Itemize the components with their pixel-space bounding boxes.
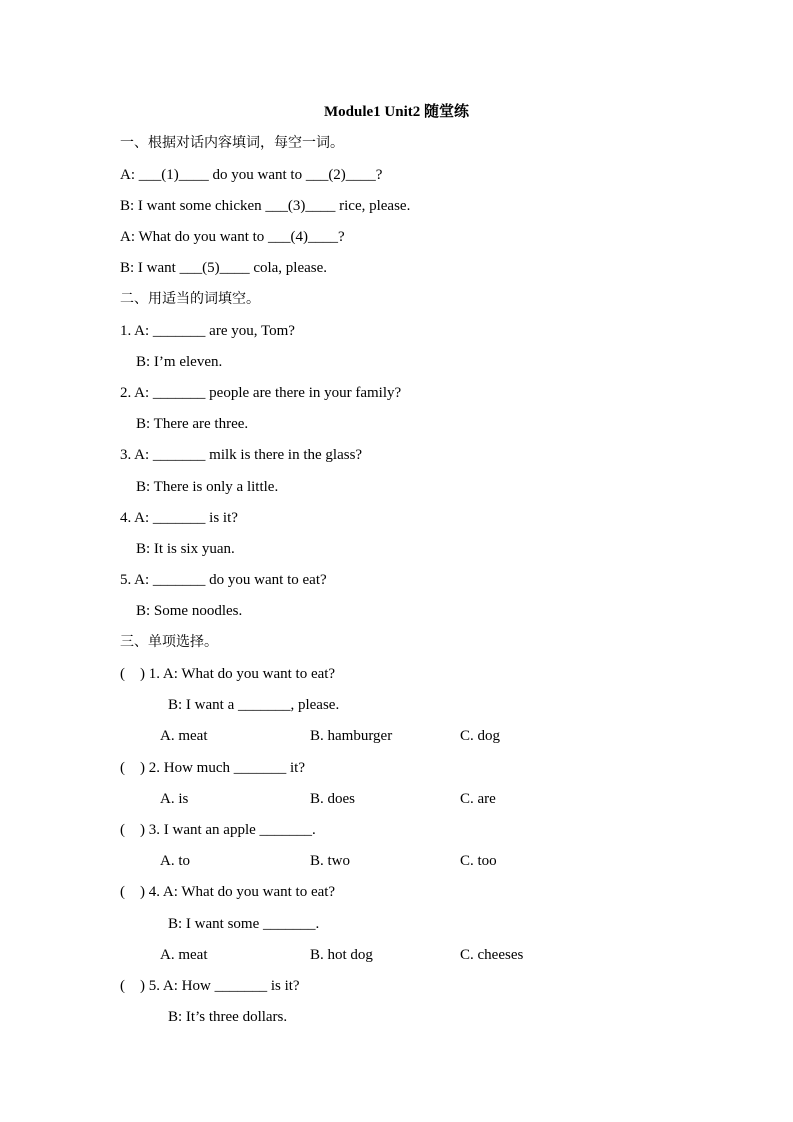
choice-question: ( ) 5. A: How _______ is it? <box>120 978 300 994</box>
section-1-heading: 一、根据对话内容填词，每空一词。 <box>120 135 344 151</box>
choice-question: ( ) 3. I want an apple _______. <box>120 822 316 838</box>
fill-question: 1. A: _______ are you, Tom? <box>120 323 295 339</box>
option-b: B. does <box>310 791 355 807</box>
option-a: A. meat <box>160 947 208 963</box>
choice-subline: B: I want a _______, please. <box>168 697 340 713</box>
option-a: A. to <box>160 853 190 869</box>
dialogue-line: A: ___(1)____ do you want to ___(2)____? <box>120 167 383 183</box>
choice-question: ( ) 4. A: What do you want to eat? <box>120 884 336 900</box>
dialogue-line: A: What do you want to ___(4)____? <box>120 229 345 245</box>
dialogue-line: B: I want some chicken ___(3)____ rice, please. <box>120 198 411 214</box>
option-c: C. cheeses <box>460 947 524 963</box>
option-b: B. hot dog <box>310 947 373 963</box>
fill-question: 5. A: _______ do you want to eat? <box>120 572 327 588</box>
option-b: B. hamburger <box>310 728 393 744</box>
dialogue-line: B: I want ___(5)____ cola, please. <box>120 260 328 276</box>
page-title: Module1 Unit2 随堂练 <box>323 104 469 120</box>
fill-question: 2. A: _______ people are there in your family? <box>120 385 402 401</box>
choice-subline: B: I want some _______. <box>168 916 320 932</box>
fill-question: 4. A: _______ is it? <box>120 510 238 526</box>
option-c: C. are <box>460 791 496 807</box>
option-b: B. two <box>310 853 351 869</box>
fill-answer: B: I’m eleven. <box>136 354 223 370</box>
fill-answer: B: Some noodles. <box>136 603 243 619</box>
option-c: C. too <box>460 853 497 869</box>
fill-answer: B: There is only a little. <box>136 479 279 495</box>
choice-question: ( ) 1. A: What do you want to eat? <box>120 666 336 682</box>
fill-question: 3. A: _______ milk is there in the glass? <box>120 447 363 463</box>
fill-answer: B: It is six yuan. <box>136 541 235 557</box>
option-a: A. is <box>160 791 189 807</box>
choice-question: ( ) 2. How much _______ it? <box>120 760 305 776</box>
option-c: C. dog <box>460 728 501 744</box>
option-a: A. meat <box>160 728 208 744</box>
choice-subline: B: It’s three dollars. <box>168 1009 288 1025</box>
fill-answer: B: There are three. <box>136 416 249 432</box>
section-2-heading: 二、用适当的词填空。 <box>120 291 260 307</box>
section-3-heading: 三、单项选择。 <box>120 634 218 650</box>
